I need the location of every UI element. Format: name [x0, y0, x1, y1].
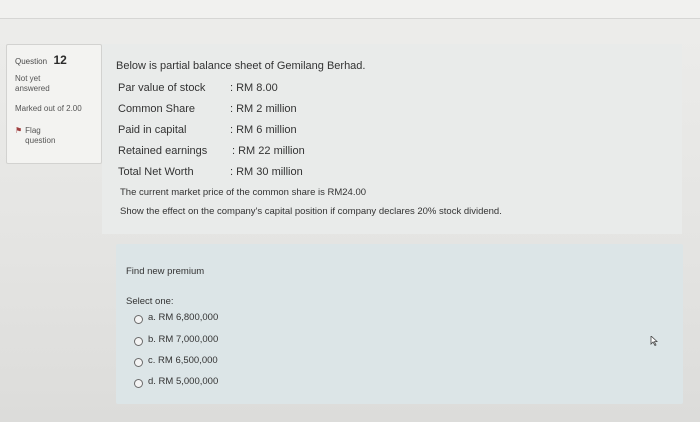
row-label: Paid in capital: [118, 124, 187, 136]
row-value: : RM 2 million: [230, 103, 297, 115]
option-label[interactable]: d. RM 5,000,000: [148, 376, 219, 387]
flag-icon: ⚑: [15, 126, 23, 135]
question-label: Question: [15, 57, 48, 66]
marks-info: Marked out of 2.00: [15, 104, 82, 113]
question-intro: Below is partial balance sheet of Gemilang Berhad.: [116, 60, 366, 72]
instruction-text: Show the effect on the company's capital position if company declares 20% stock dividend.: [120, 206, 502, 217]
row-value: : RM 22 million: [232, 145, 305, 157]
radio-button[interactable]: [134, 358, 143, 367]
select-one-label: Select one:: [126, 296, 174, 307]
radio-button[interactable]: [134, 315, 143, 324]
question-header: [15, 51, 93, 69]
row-label: Common Share: [118, 103, 196, 115]
row-label: Retained earnings: [118, 145, 208, 157]
flag-question-label: Flag question: [25, 126, 56, 145]
row-value: : RM 8.00: [230, 82, 278, 94]
radio-button[interactable]: [134, 379, 143, 388]
answer-status: Not yet answered: [15, 74, 50, 93]
answer-prompt: Find new premium: [126, 266, 205, 277]
question-info-panel: [6, 44, 102, 164]
radio-button[interactable]: [134, 337, 143, 346]
market-price-text: The current market price of the common share is RM24.00: [120, 187, 367, 198]
mouse-pointer-icon: [650, 336, 658, 346]
question-number: 12: [53, 53, 67, 67]
flag-question-link[interactable]: [15, 126, 93, 146]
option-label[interactable]: a. RM 6,800,000: [148, 312, 219, 323]
option-label[interactable]: c. RM 6,500,000: [148, 355, 218, 366]
row-value: : RM 30 million: [230, 166, 303, 178]
row-value: : RM 6 million: [230, 124, 297, 136]
option-label[interactable]: b. RM 7,000,000: [148, 334, 219, 345]
row-label: Par value of stock: [118, 82, 206, 94]
row-label: Total Net Worth: [118, 166, 194, 178]
top-bar: [0, 0, 700, 19]
